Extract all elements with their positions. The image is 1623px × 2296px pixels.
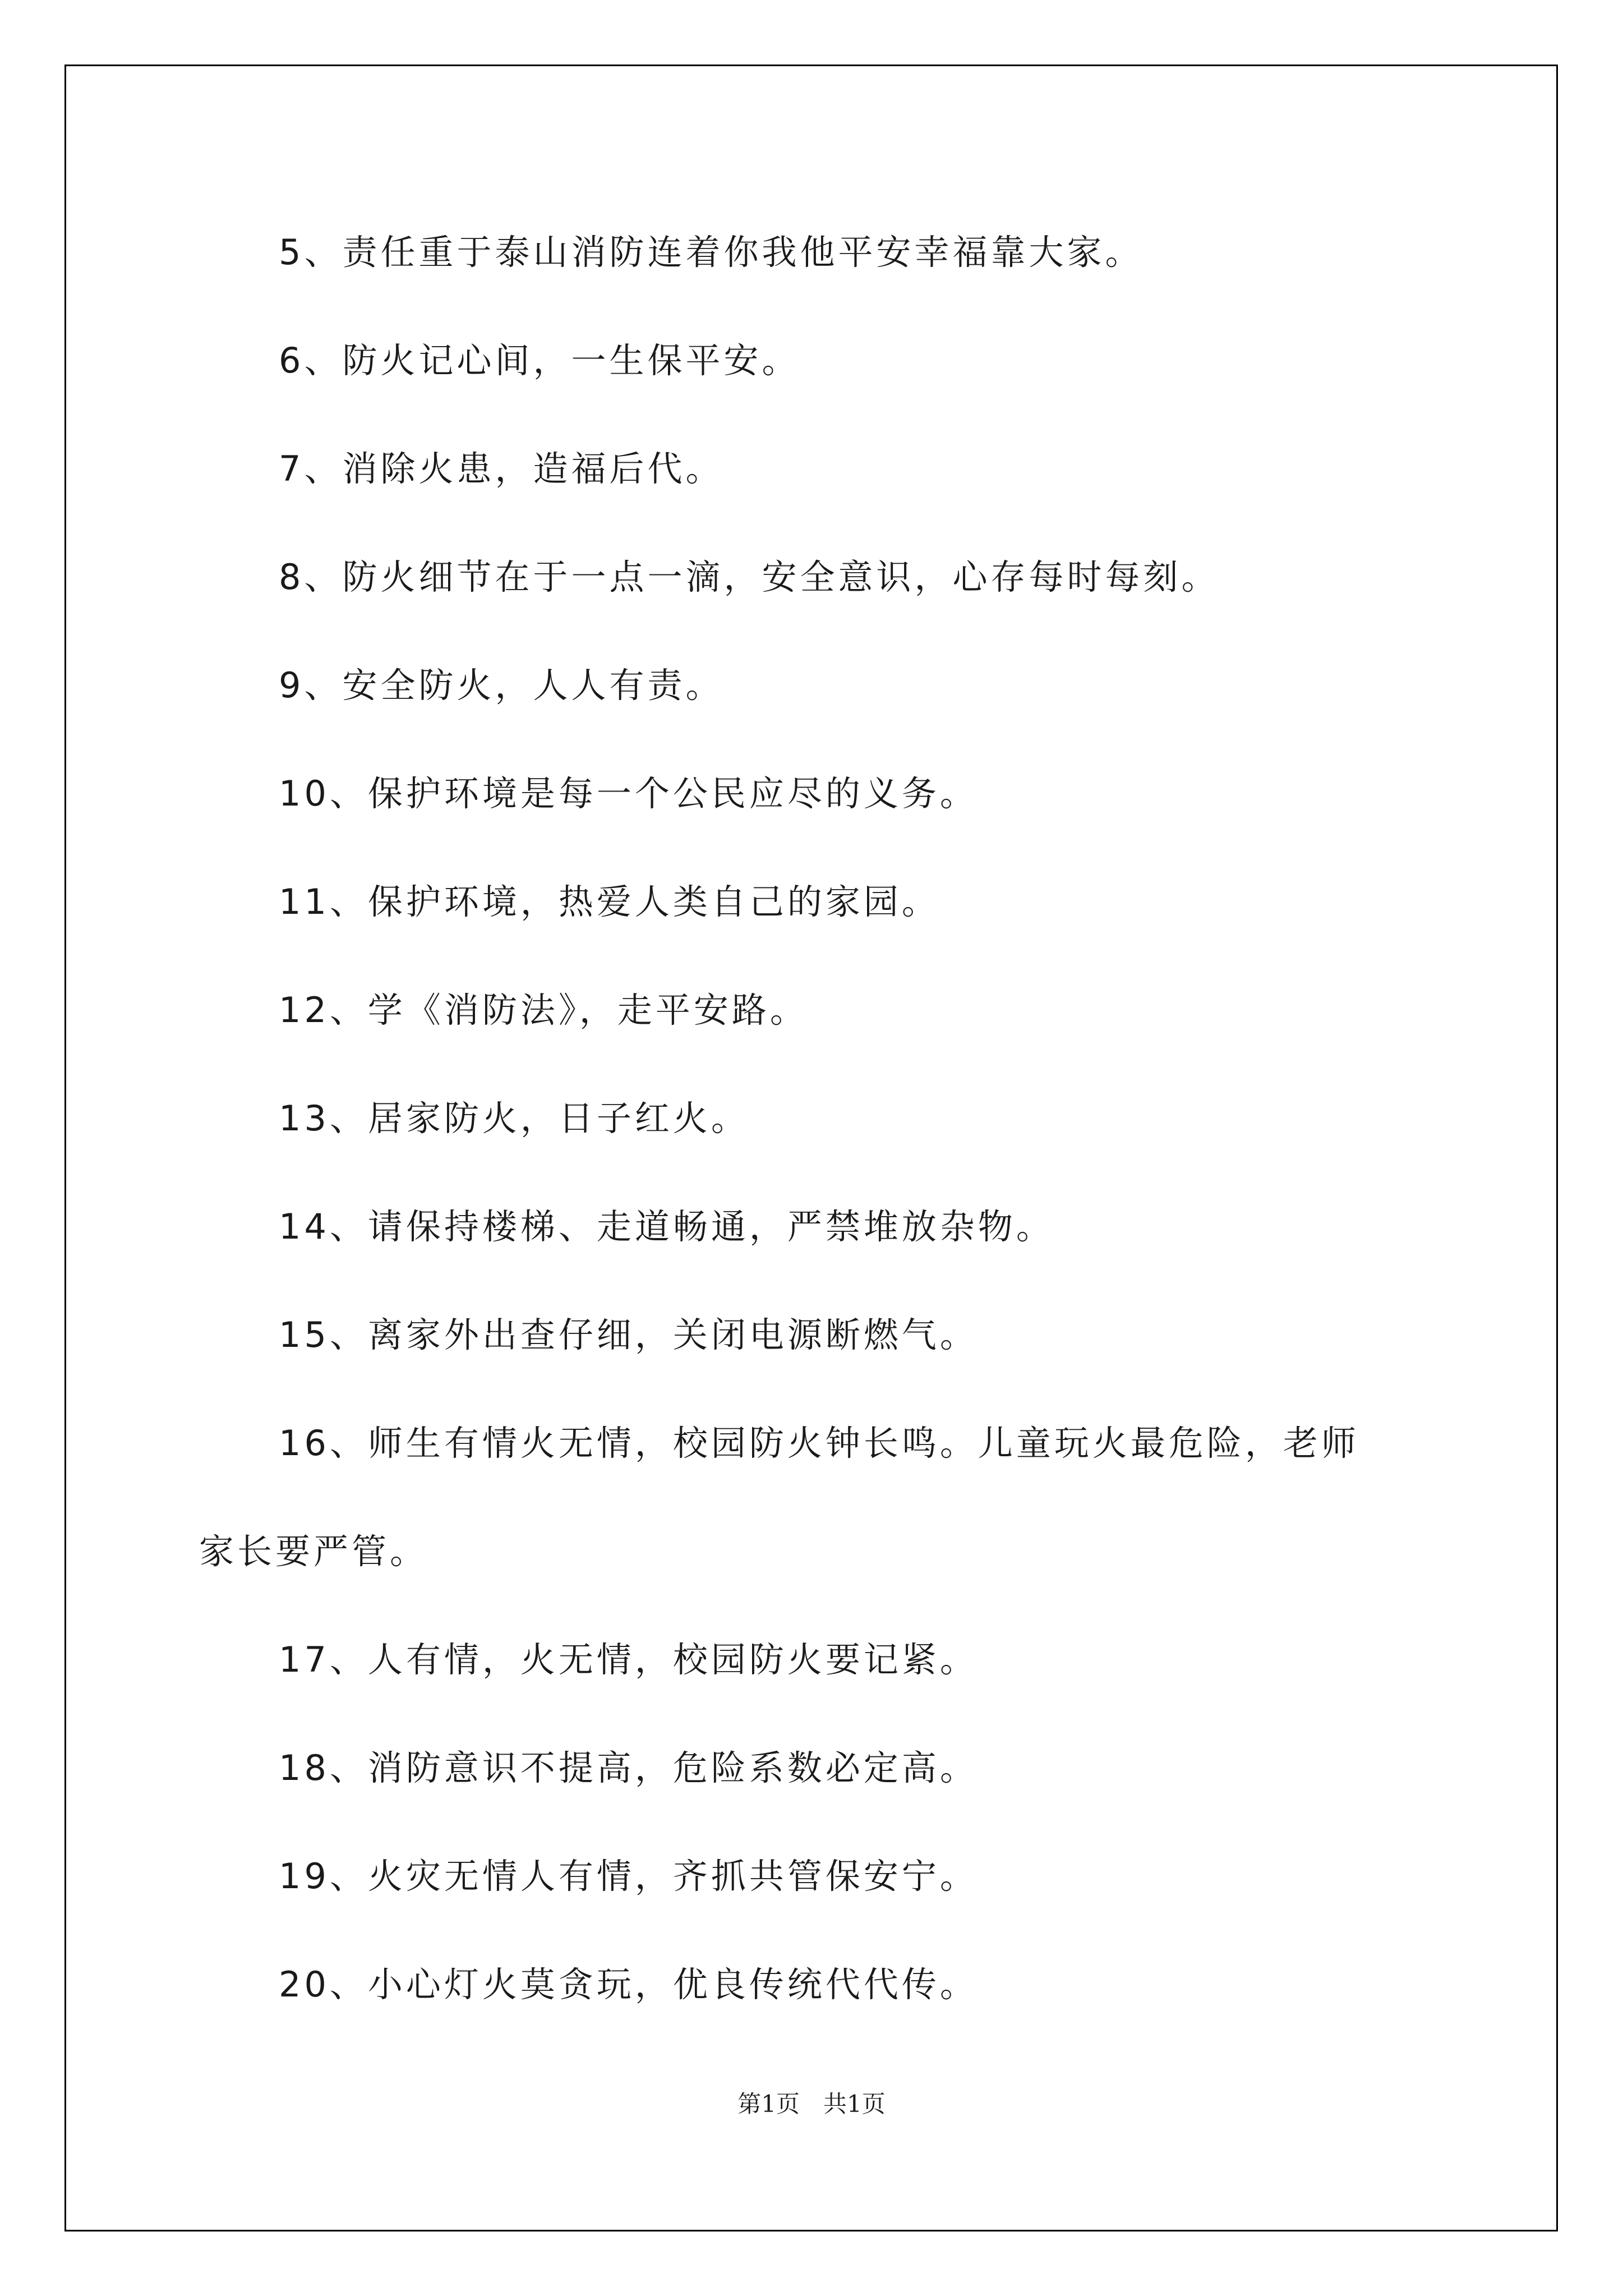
- list-item: 5、责任重于泰山消防连着你我他平安幸福靠大家。: [279, 232, 1144, 273]
- list-item: 11、保护环境，热爱人类自己的家园。: [279, 881, 940, 922]
- list-item: 20、小心灯火莫贪玩，优良传统代代传。: [279, 1964, 978, 2005]
- list-item: 19、火灾无情人有情，齐抓共管保安宁。: [279, 1856, 978, 1897]
- list-item: 7、消除火患，造福后代。: [279, 448, 724, 489]
- list-item: 15、离家外出查仔细，关闭电源断燃气。: [279, 1314, 978, 1355]
- list-item: 18、消防意识不提高，危险系数必定高。: [279, 1747, 978, 1788]
- list-item: 12、学《消防法》，走平安路。: [279, 990, 808, 1030]
- list-item: 14、请保持楼梯、走道畅通，严禁堆放杂物。: [279, 1206, 1054, 1247]
- list-item: 8、防火细节在于一点一滴，安全意识，心存每时每刻。: [279, 556, 1220, 597]
- list-item: 6、防火记心间，一生保平安。: [279, 340, 800, 381]
- list-item: 13、居家防火，日子红火。: [279, 1098, 749, 1139]
- page-footer: 第1页 共1页: [737, 2090, 886, 2118]
- list-item: 17、人有情，火无情，校园防火要记紧。: [279, 1639, 978, 1680]
- list-item: 16、师生有情火无情，校园防火钟长鸣。儿童玩火最危险，老师: [279, 1423, 1359, 1464]
- list-item: 9、安全防火，人人有责。: [279, 665, 724, 706]
- list-item: 10、保护环境是每一个公民应尽的义务。: [279, 773, 978, 814]
- list-item-continuation: 家长要严管。: [199, 1531, 428, 1572]
